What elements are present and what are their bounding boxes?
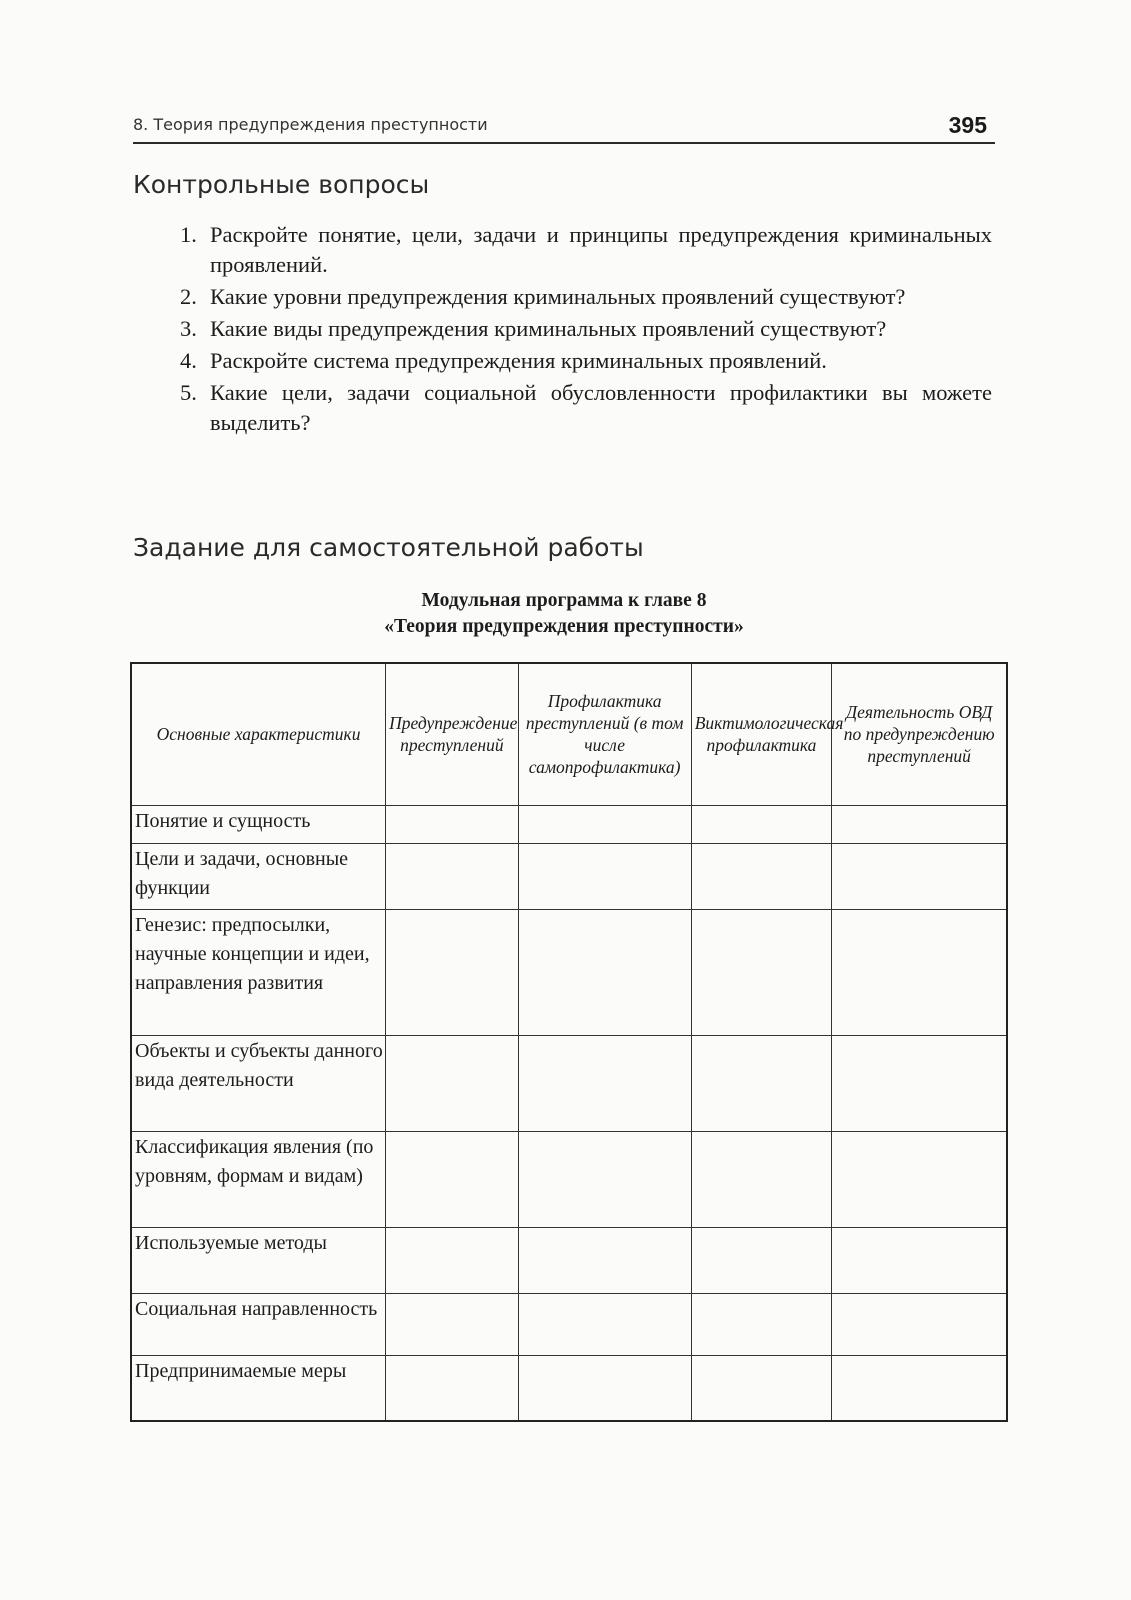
empty-cell[interactable] xyxy=(832,1131,1007,1227)
table-row xyxy=(131,1227,1007,1293)
question-item xyxy=(180,314,992,344)
empty-cell[interactable] xyxy=(518,909,691,1035)
empty-cell[interactable] xyxy=(691,1227,832,1293)
column-header: Деятельность ОВД по предупреждению преступлений xyxy=(832,663,1007,805)
question-item xyxy=(180,346,992,376)
running-header xyxy=(133,112,995,144)
empty-cell[interactable] xyxy=(832,1227,1007,1293)
question-text: Какие уровни предупреждения криминальных проявлений существуют? xyxy=(210,284,906,309)
row-label: Предпринимаемые меры xyxy=(131,1355,386,1421)
question-text: Раскройте понятие, цели, задачи и принципы предупреждения криминальных проявлений. xyxy=(210,222,992,277)
table-row xyxy=(131,843,1007,909)
module-table xyxy=(130,662,1008,1422)
table-row xyxy=(131,1035,1007,1131)
column-header: Основные характеристики xyxy=(131,663,386,805)
table-caption-line2: «Теория предупреждения преступности» xyxy=(384,616,744,637)
running-title: 8. Теория предупреждения преступности xyxy=(133,115,488,134)
table-row xyxy=(131,805,1007,843)
question-list xyxy=(180,220,992,440)
empty-cell[interactable] xyxy=(386,1355,518,1421)
question-text: Какие цели, задачи социальной обусловленности профилактики вы можете выделить? xyxy=(210,380,992,435)
row-label: Понятие и сущность xyxy=(131,805,386,843)
empty-cell[interactable] xyxy=(691,1355,832,1421)
empty-cell[interactable] xyxy=(518,1131,691,1227)
question-number: 4. xyxy=(180,348,197,373)
empty-cell[interactable] xyxy=(691,1293,832,1355)
table-caption xyxy=(133,588,995,640)
row-label: Генезис: предпосылки, научные концепции и идеи, направления развития xyxy=(131,909,386,1035)
empty-cell[interactable] xyxy=(691,1035,832,1131)
row-label: Объекты и субъекты данного вида деятельности xyxy=(131,1035,386,1131)
empty-cell[interactable] xyxy=(832,1035,1007,1131)
empty-cell[interactable] xyxy=(832,1355,1007,1421)
empty-cell[interactable] xyxy=(518,805,691,843)
empty-cell[interactable] xyxy=(691,909,832,1035)
table-row xyxy=(131,1131,1007,1227)
question-item xyxy=(180,282,992,312)
empty-cell[interactable] xyxy=(832,909,1007,1035)
row-label: Социальная направленность xyxy=(131,1293,386,1355)
empty-cell[interactable] xyxy=(691,805,832,843)
empty-cell[interactable] xyxy=(832,1293,1007,1355)
table-header-row xyxy=(131,663,1007,805)
empty-cell[interactable] xyxy=(386,1293,518,1355)
column-header: Предупреждение преступлений xyxy=(386,663,518,805)
row-label: Цели и задачи, основные функции xyxy=(131,843,386,909)
empty-cell[interactable] xyxy=(386,1035,518,1131)
empty-cell[interactable] xyxy=(691,1131,832,1227)
empty-cell[interactable] xyxy=(518,1293,691,1355)
empty-cell[interactable] xyxy=(518,1035,691,1131)
row-label: Используемые методы xyxy=(131,1227,386,1293)
question-item xyxy=(180,220,992,280)
empty-cell[interactable] xyxy=(386,909,518,1035)
table-row xyxy=(131,909,1007,1035)
task-heading: Задание для самостоятельной работы xyxy=(133,533,644,562)
question-item xyxy=(180,378,992,438)
questions-heading: Контрольные вопросы xyxy=(133,170,430,199)
question-number: 5. xyxy=(180,380,197,405)
empty-cell[interactable] xyxy=(518,1355,691,1421)
empty-cell[interactable] xyxy=(518,843,691,909)
page-number: 395 xyxy=(948,112,987,138)
question-number: 3. xyxy=(180,316,197,341)
table-row xyxy=(131,1355,1007,1421)
column-header: Виктимологическая профилактика xyxy=(691,663,832,805)
question-number: 2. xyxy=(180,284,197,309)
empty-cell[interactable] xyxy=(386,843,518,909)
question-text: Какие виды предупреждения криминальных проявлений существуют? xyxy=(210,316,887,341)
table-row xyxy=(131,1293,1007,1355)
empty-cell[interactable] xyxy=(386,1227,518,1293)
empty-cell[interactable] xyxy=(832,805,1007,843)
row-label: Классификация явления (по уровням, формам и видам) xyxy=(131,1131,386,1227)
empty-cell[interactable] xyxy=(518,1227,691,1293)
empty-cell[interactable] xyxy=(691,843,832,909)
question-number: 1. xyxy=(180,222,197,247)
question-text: Раскройте система предупреждения криминальных проявлений. xyxy=(210,348,827,373)
empty-cell[interactable] xyxy=(832,843,1007,909)
empty-cell[interactable] xyxy=(386,1131,518,1227)
column-header: Профилактика преступлений (в том числе самопрофилактика) xyxy=(518,663,691,805)
empty-cell[interactable] xyxy=(386,805,518,843)
table-caption-line1: Модульная программа к главе 8 xyxy=(421,590,707,611)
